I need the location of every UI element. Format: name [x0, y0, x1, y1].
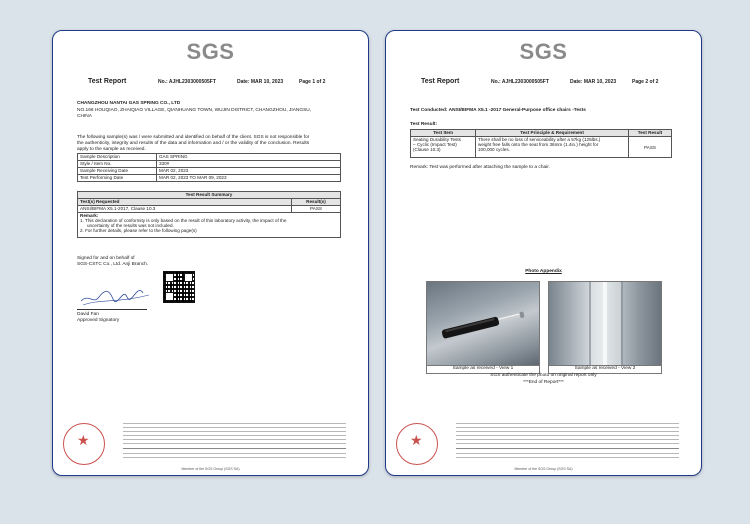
performing-date-value: MAR 02, 2023 TO MAR 09, 2023 — [157, 175, 341, 182]
test-result-table — [410, 129, 672, 158]
sample-info-table — [77, 153, 341, 182]
results-header: Result(s) — [292, 199, 341, 206]
principle-line-3: 100,000 cycles. — [478, 147, 510, 152]
photo-caption-1: Sample as received - View 1 — [426, 365, 540, 374]
remark-1-cont: uncertainty of the results was not included. — [87, 223, 174, 228]
end-of-report: ***End of Report*** — [523, 380, 564, 385]
test-item-line-2: – Cyclic (Impact Test) — [413, 142, 457, 147]
table-row — [78, 154, 341, 161]
page-footer — [386, 419, 701, 475]
table-row — [78, 175, 341, 182]
intro-line-1: The following sample(s) was / were submitted and identified on behalf of the client. SGS is not responsible for — [77, 135, 310, 140]
sgs-logo: SGS — [186, 39, 235, 64]
report-date: Date: MAR 10, 2023 — [237, 79, 284, 85]
report-title: Test Report — [88, 78, 127, 85]
performing-date-label: Test Performing Date — [78, 175, 157, 182]
test-result-label: Test Result: — [410, 122, 438, 127]
principle-cell — [476, 137, 629, 158]
intro-line-2: the authenticity, integrity and results of the data and information and / or the validity of the conclusion. Results — [77, 141, 310, 146]
table-row — [78, 199, 341, 206]
sample-description-label: Sample Description — [78, 154, 157, 161]
receiving-date-label: Sample Receiving Date — [78, 168, 157, 175]
report-page-1 — [52, 30, 369, 476]
sgs-stamp: ★ — [63, 423, 105, 465]
style-item-value: 330# — [157, 161, 341, 168]
qr-code — [163, 271, 195, 303]
member-note: Member of the SGS Group (SGS SA) — [181, 467, 240, 471]
remark-text: Remark: Test was performed after attaching the sample to a chair. — [410, 165, 550, 170]
table-row — [78, 213, 341, 238]
client-name: CHANGZHOU NANTAI GAS SPRING CO., LTD — [77, 101, 181, 106]
photo-appendix-title: Photo Appendix — [525, 269, 562, 274]
report-date: Date: MAR 10, 2023 — [570, 79, 617, 85]
principle-header: Test Principle & Requirement — [476, 130, 629, 137]
sample-photo-1 — [426, 281, 540, 366]
remark-1: 1. This declaration of conformity is only based on the result of this laboratory activity, the impact of the — [80, 218, 287, 223]
principle-line-1: There shall be no loss of serviceability after a 57kg (125lbs.) — [478, 137, 601, 142]
signer-title: Approved Signatory — [77, 318, 120, 323]
client-address-line-1: NO.166 HOUQIAO, ZHAIQIAO VILLAGE, QIANHUANG TOWN, WUJIN DISTRICT, CHANGZHOU, JIANGSU, — [77, 108, 312, 113]
receiving-date-value: MAR 02, 2023 — [157, 168, 341, 175]
style-item-label: Style / Item No. — [78, 161, 157, 168]
signed-line-2: SGS-CSTC Co., Ltd. Anji Branch. — [77, 262, 149, 267]
report-number: No.: AJHL2303000505FT — [158, 79, 216, 85]
report-header — [421, 79, 693, 89]
page-number: Page 2 of 2 — [632, 79, 659, 85]
sgs-stamp: ★ — [396, 423, 438, 465]
report-page-2 — [385, 30, 702, 476]
client-address-line-2: CHINA — [77, 114, 92, 119]
report-title: Test Report — [421, 78, 460, 85]
table-row — [411, 130, 672, 137]
test-item-header: Test Item — [411, 130, 476, 137]
remark-label: Remark: — [80, 213, 99, 218]
summary-result: PASS — [292, 206, 341, 213]
authenticate-note: SGS authenticate the photo on original report only — [490, 373, 597, 378]
test-conducted: Test Conducted: ANSI/BIFMA X5.1 -2017 General-Purpose office chairs -Tests — [410, 108, 586, 113]
page-number: Page 1 of 2 — [299, 79, 326, 85]
summary-title: Test Result Summary — [78, 192, 341, 199]
signer-name: David Fan — [77, 312, 99, 317]
sample-description-value: GAS SPRING — [157, 154, 341, 161]
remark-2: 2. For further details, please refer to the following page(s) — [80, 228, 197, 233]
test-item-cell — [411, 137, 476, 158]
sgs-logo: SGS — [519, 39, 568, 64]
table-row — [78, 192, 341, 199]
remark-cell — [78, 213, 341, 238]
signed-line-1: Signed for and on behalf of — [77, 256, 135, 261]
table-row — [78, 161, 341, 168]
summary-test: ANSI/BIFMA X5.1-2017, Clause 10.3 — [78, 206, 292, 213]
table-row — [78, 168, 341, 175]
test-item-line-1: Seating Durability Tests — [413, 137, 461, 142]
test-result-header: Test Result — [629, 130, 672, 137]
report-number: No.: AJHL2303000505FT — [491, 79, 549, 85]
table-row — [78, 206, 341, 213]
member-note: Member of the SGS Group (SGS SA) — [514, 467, 573, 471]
page-footer — [53, 419, 368, 475]
tests-requested-header: Test(s) Requested — [78, 199, 292, 206]
test-result-cell: PASS — [629, 137, 672, 158]
signature-line — [77, 309, 147, 310]
intro-line-3: apply to the sample as received. — [77, 147, 146, 152]
table-row — [411, 137, 672, 158]
principle-line-2: weight free falls onto the seat from 36mm (1.4in.) height for — [478, 142, 599, 147]
signature-scribble — [79, 279, 151, 309]
photo-caption-2: Sample as received - View 2 — [548, 365, 662, 374]
report-header — [88, 79, 360, 89]
sample-photo-2 — [548, 281, 662, 366]
result-summary-table — [77, 191, 341, 238]
test-item-line-3: (Clause 10.3) — [413, 147, 441, 152]
